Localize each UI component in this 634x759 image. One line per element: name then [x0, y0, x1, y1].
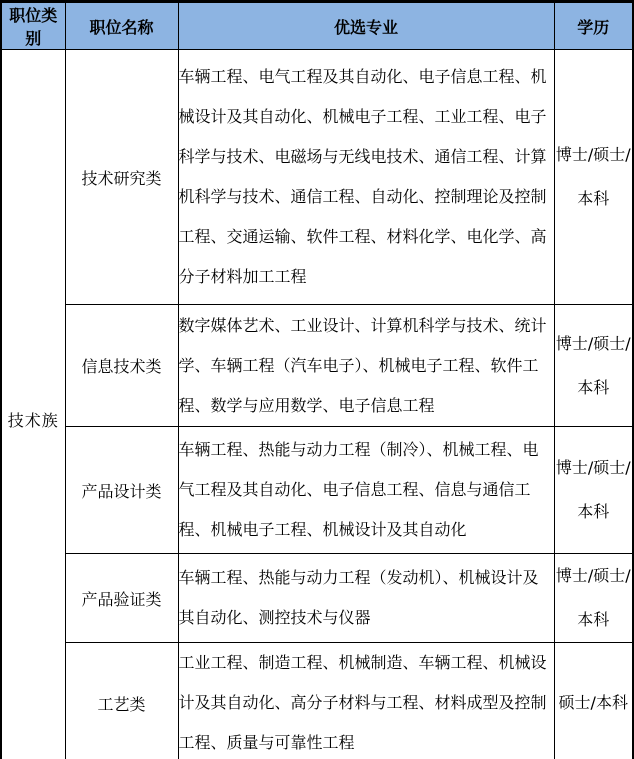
table-row [1, 305, 633, 427]
cell-position-name: 工艺类 [65, 643, 178, 759]
cell-education: 博士/硕士/本科 [554, 50, 633, 305]
cell-category-group: 技术族 [1, 50, 65, 759]
header-row [1, 2, 633, 50]
table-row [1, 643, 633, 759]
cell-education: 博士/硕士/本科 [554, 427, 633, 554]
header-education: 学历 [554, 2, 633, 50]
header-position-category: 职位类别 [1, 2, 65, 50]
header-preferred-majors: 优选专业 [178, 2, 554, 50]
cell-position-name: 信息技术类 [65, 305, 178, 427]
table-row [1, 554, 633, 643]
cell-education: 博士/硕士/本科 [554, 305, 633, 427]
cell-preferred-majors: 车辆工程、电气工程及其自动化、电子信息工程、机械设计及其自动化、机械电子工程、工业工程、电子科学与技术、电磁场与无线电技术、通信工程、计算机科学与技术、通信工程、自动化、控制理论及控制工程、交通运输、软件工程、材料化学、电化学、高分子材料加工工程 [178, 50, 554, 305]
cell-education: 博士/硕士/本科 [554, 554, 633, 643]
table-row [1, 50, 633, 305]
cell-education: 硕士/本科 [554, 643, 633, 759]
cell-preferred-majors: 车辆工程、热能与动力工程（制冷）、机械工程、电气工程及其自动化、电子信息工程、信息与通信工程、机械电子工程、机械设计及其自动化 [178, 427, 554, 554]
cell-position-name: 产品设计类 [65, 427, 178, 554]
header-position-name: 职位名称 [65, 2, 178, 50]
cell-preferred-majors: 工业工程、制造工程、机械制造、车辆工程、机械设计及其自动化、高分子材料与工程、材料成型及控制工程、质量与可靠性工程 [178, 643, 554, 759]
table-row [1, 427, 633, 554]
cell-position-name: 产品验证类 [65, 554, 178, 643]
cell-position-name: 技术研究类 [65, 50, 178, 305]
cell-preferred-majors: 数字媒体艺术、工业设计、计算机科学与技术、统计学、车辆工程（汽车电子）、机械电子工程、软件工程、数学与应用数学、电子信息工程 [178, 305, 554, 427]
cell-preferred-majors: 车辆工程、热能与动力工程（发动机）、机械设计及其自动化、测控技术与仪器 [178, 554, 554, 643]
